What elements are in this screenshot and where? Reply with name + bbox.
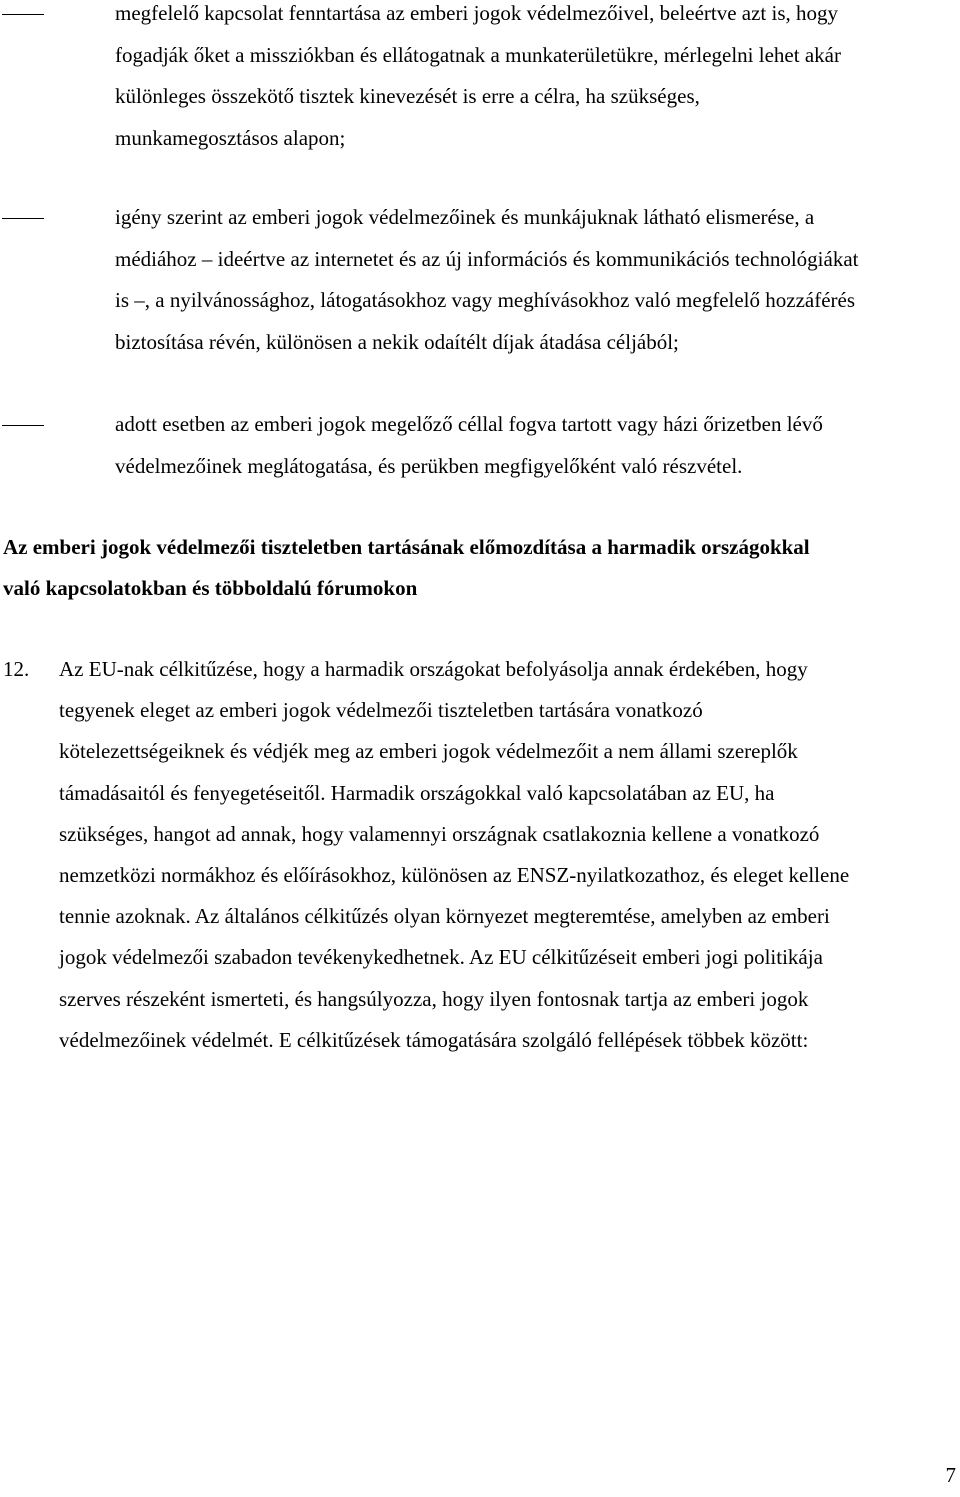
text-line: is –, a nyilvánossághoz, látogatásokhoz vagy meghívásokhoz való megfelelő hozzáférés (115, 288, 856, 312)
dash-marker (2, 425, 44, 426)
text-line: adott esetben az emberi jogok megelőző céllal fogva tartott vagy házi őrizetben lévő (115, 412, 823, 436)
text-line: tegyenek eleget az emberi jogok védelmezői tiszteletben tartására vonatkozó (59, 698, 703, 723)
text-line: Az EU-nak célkitűzése, hogy a harmadik országokat befolyásolja annak érdekében, hogy (59, 657, 808, 681)
heading-line: való kapcsolatokban és többoldalú fórumokon (3, 576, 418, 600)
text-line: biztosítása révén, különösen a nekik odaítélt díjak átadása céljából; (115, 329, 679, 354)
text-line: nemzetközi normákhoz és előírásokhoz, különösen az ENSZ-nyilatkozathoz, és eleget kellene (59, 863, 850, 888)
paragraph-number: 12. (3, 657, 30, 681)
dash-marker (2, 14, 44, 15)
dash-marker (2, 218, 44, 219)
text-line: igény szerint az emberi jogok védelmezőinek és munkájuknak látható elismerése, a (115, 205, 815, 229)
heading-line: Az emberi jogok védelmezői tiszteletben tartásának előmozdítása a harmadik országokkal (3, 535, 810, 559)
page-number: 7 (945, 1463, 956, 1487)
bullet-text (115, 0, 960, 159)
text-line: kötelezettségeiknek és védjék meg az emberi jogok védelmezőit a nem állami szereplők (59, 739, 798, 764)
bullet-text (115, 197, 960, 363)
text-line: védelmezőinek védelmét. E célkitűzések támogatására szolgáló fellépések többek között: (59, 1027, 809, 1052)
text-line: megfelelő kapcsolat fenntartása az emberi jogok védelmezőivel, beleértve azt is, hogy (115, 1, 839, 25)
text-line: szerves részeként ismerteti, és hangsúlyozza, hogy ilyen fontosnak tartja az emberi jogok (59, 986, 809, 1011)
text-line: különleges összekötő tisztek kinevezését is erre a célra, ha szükséges, (115, 84, 700, 108)
text-line: védelmezőinek meglátogatása, és perükben megfigyelőként való részvétel. (115, 453, 743, 478)
text-line: támadásaitól és fenyegetéseitől. Harmadik országokkal való kapcsolatában az EU, ha (59, 780, 775, 805)
section-heading (3, 527, 960, 609)
text-line: fogadják őket a missziókban és ellátogatnak a munkaterületükre, mérlegelni lehet akár (115, 42, 841, 67)
text-line: szükséges, hangot ad annak, hogy valamennyi országnak csatlakoznia kellene a vonatkozó (59, 821, 820, 846)
text-line: médiához – ideértve az internetet és az új információs és kommunikációs technológiákat (115, 246, 859, 271)
text-line: jogok védelmezői szabadon tevékenykedhetnek. Az EU célkitűzéseit emberi jogi politikája (59, 945, 823, 970)
bullet-text (115, 404, 960, 487)
text-line: munkamegosztásos alapon; (115, 125, 346, 150)
paragraph-body (59, 649, 960, 1061)
text-line: tennie azoknak. Az általános célkitűzés olyan környezet megteremtése, amelyben az emberi (59, 904, 830, 929)
